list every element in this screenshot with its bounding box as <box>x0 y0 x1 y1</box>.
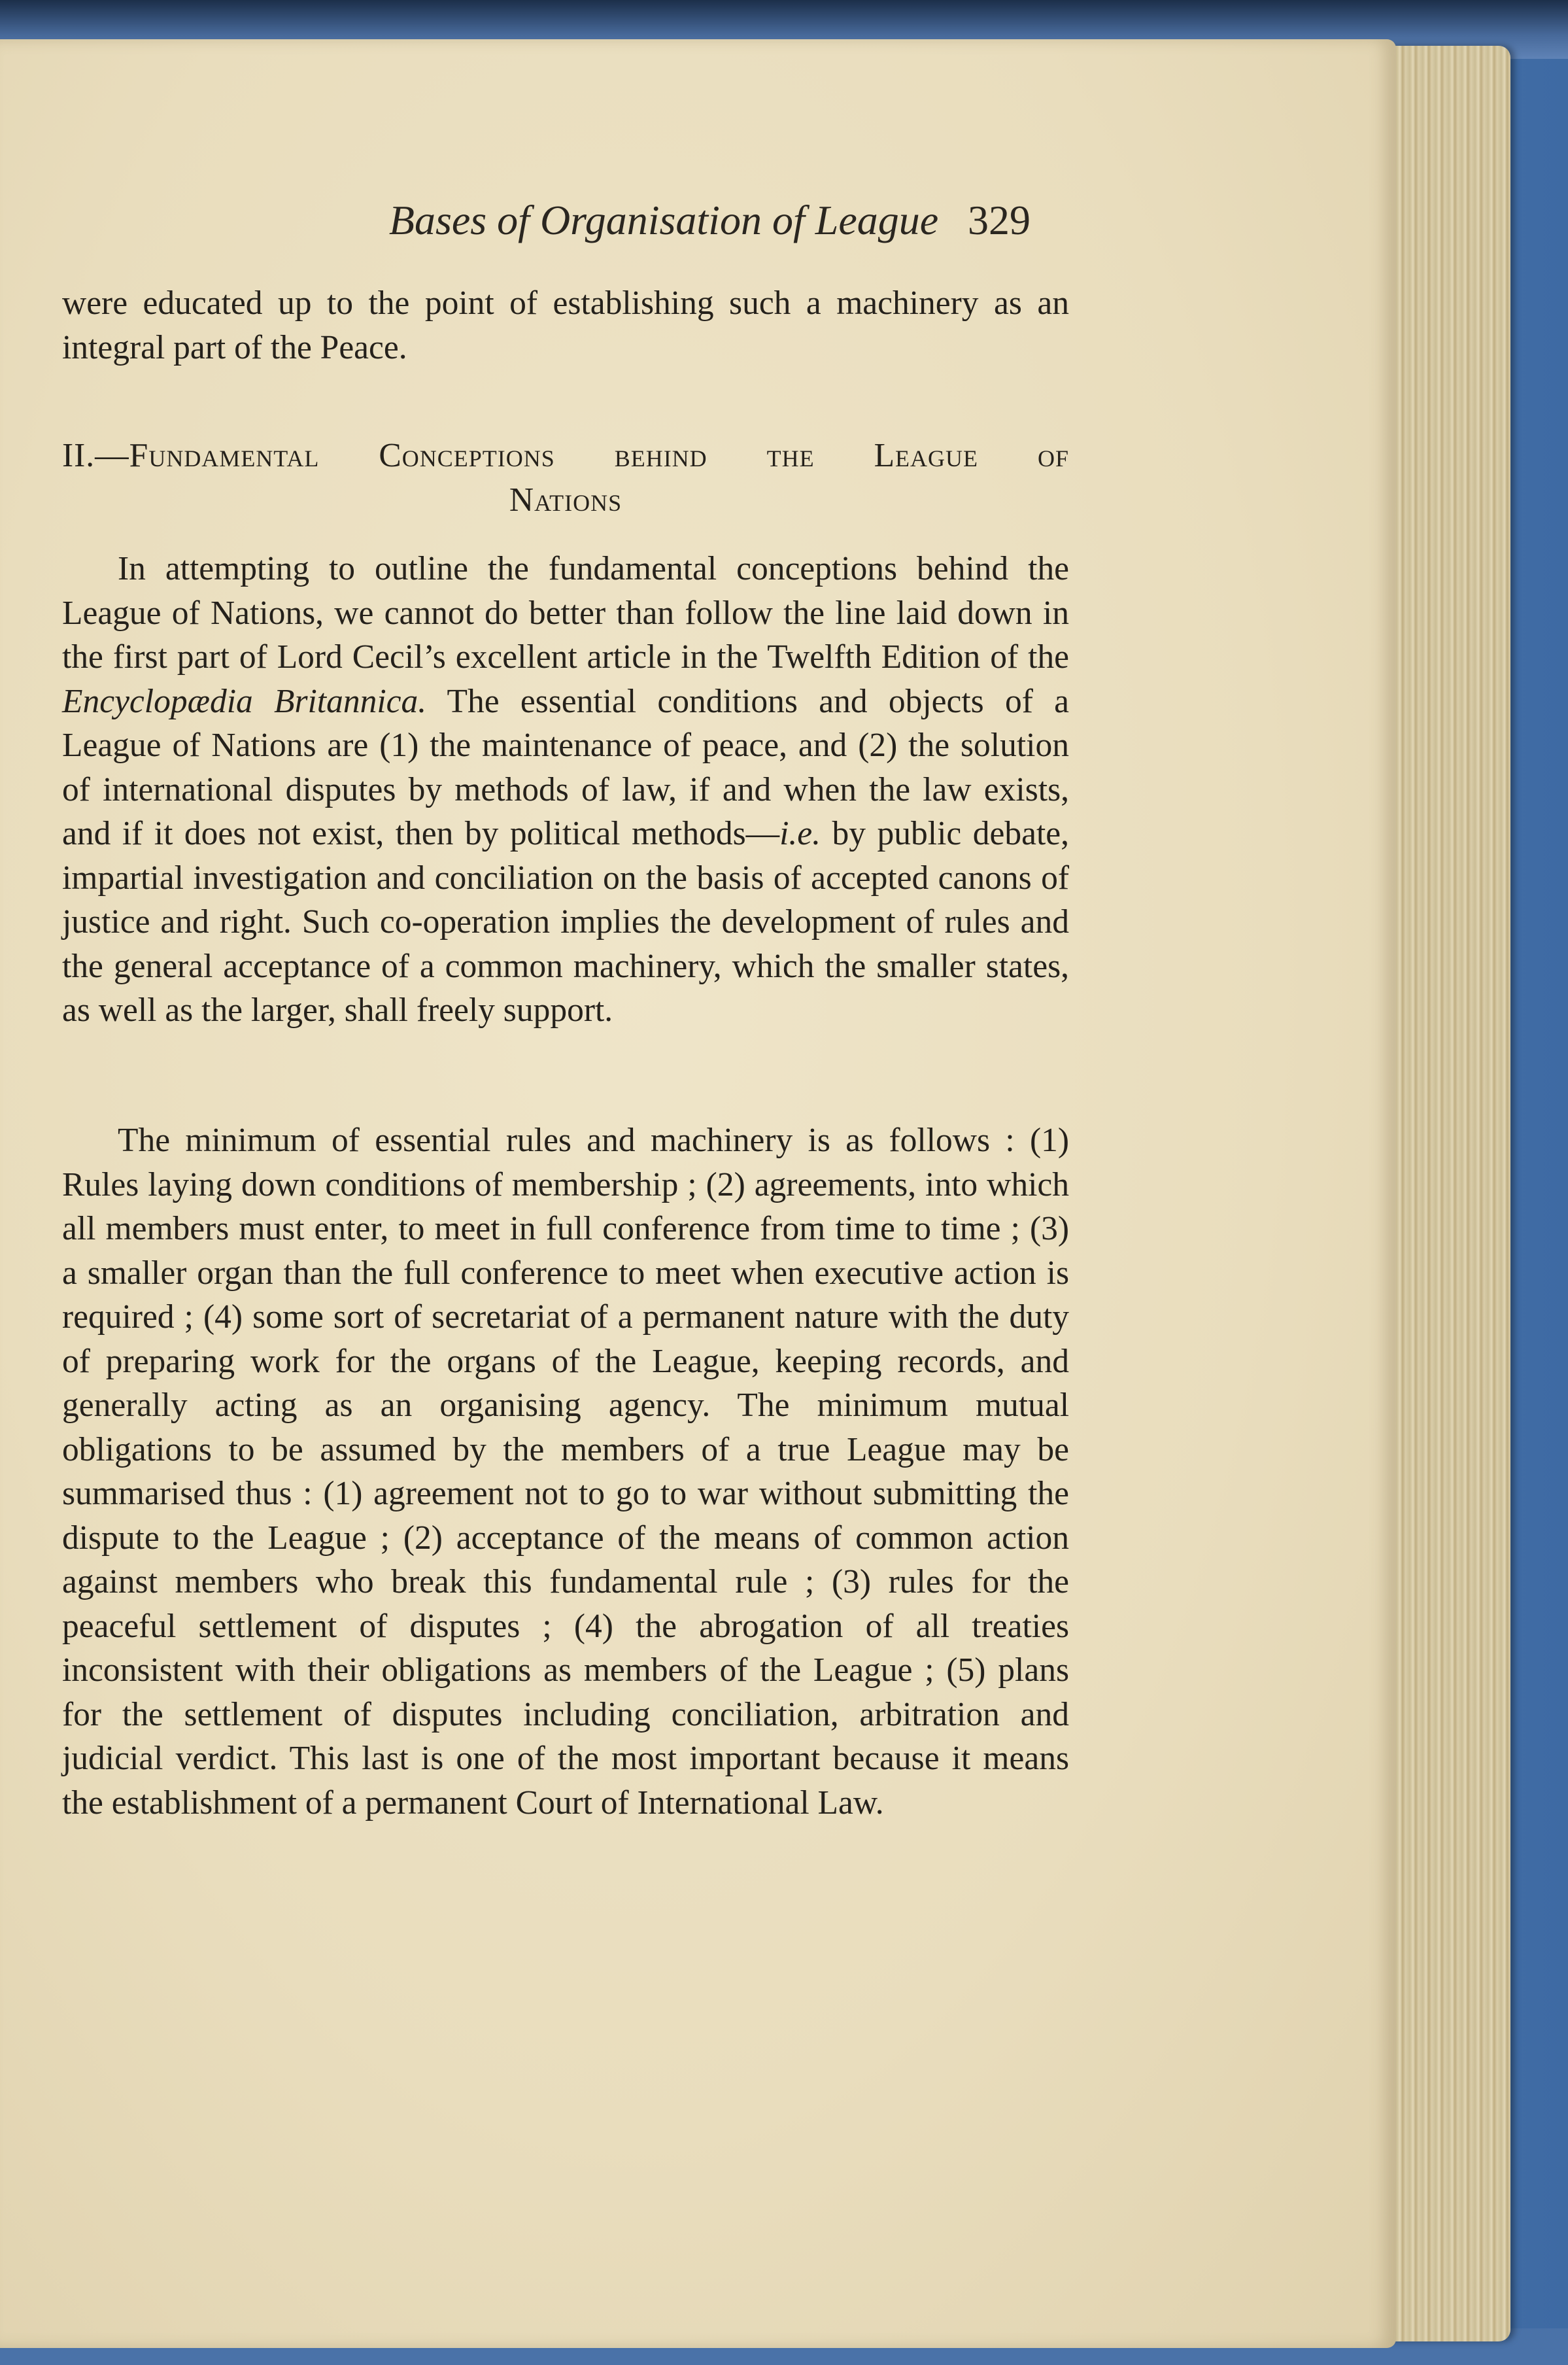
section-heading-line2: Nations <box>509 481 622 519</box>
page-number: 329 <box>968 197 1031 243</box>
paragraph-1-middle: The essential conditions and objects of a League of Nations are (1) the maintenance of peace, and (2) the solution of international disputes by methods of law, if and when the law exists, and if it does not exist, then by political methods— <box>62 682 1069 852</box>
running-head: Bases of Organisation of League <box>388 197 939 243</box>
encyclopaedia-title: Encyclopædia Britannica. <box>62 682 427 720</box>
paragraph-1-before-title: In attempting to outline the fundamental conceptions behind the League of Nations, we cannot do better than follow the line laid down in the first part of Lord Cecil’s excellent article in the Twelfth Edition of the <box>62 550 1069 676</box>
section-heading-line1: II.—Fundamental Conceptions behind the League of <box>62 437 1069 474</box>
section-heading <box>62 434 1069 523</box>
paragraph-1-after: by public debate, impartial investigation and conciliation on the basis of accepted canons of justice and right. Such co-operation implies the development of rules and the general acceptance of a common machinery, which the smaller states, as well as the larger, shall freely support. <box>62 815 1069 1029</box>
ie-abbreviation: i.e. <box>779 815 821 852</box>
opening-text: were educated up to the point of establishing such a machinery as an integral part of the Peace. <box>62 285 1069 366</box>
paragraph-2: The minimum of essential rules and machinery is as follows : (1) Rules laying down conditions of membership ; (2) agreements, into which all members must enter, to meet in full conference from time to time ; (3) a smaller organ than the full conference to meet when executive action is required ; (4) some sort of secretariat of a permanent nature with the duty of preparing work for the organs of the League, keeping records, and generally acting as an organising agency. The minimum mutual obligations to be assumed by the members of a true League may be summarised thus : (1) agreement not to go to war without submitting the dispute to the League ; (2) acceptance of the means of common action against members who break this fundamental rule ; (3) rules for the peaceful settlement of disputes ; (4) the abrogation of all treaties inconsistent with their obligations as members of the League ; (5) plans for the settlement of disputes including conciliation, arbitration and judicial verdict. This last is one of the most important because it means the establishment of a permanent Court of International Law. <box>62 1122 1069 1821</box>
paragraph-1 <box>62 547 1069 1033</box>
